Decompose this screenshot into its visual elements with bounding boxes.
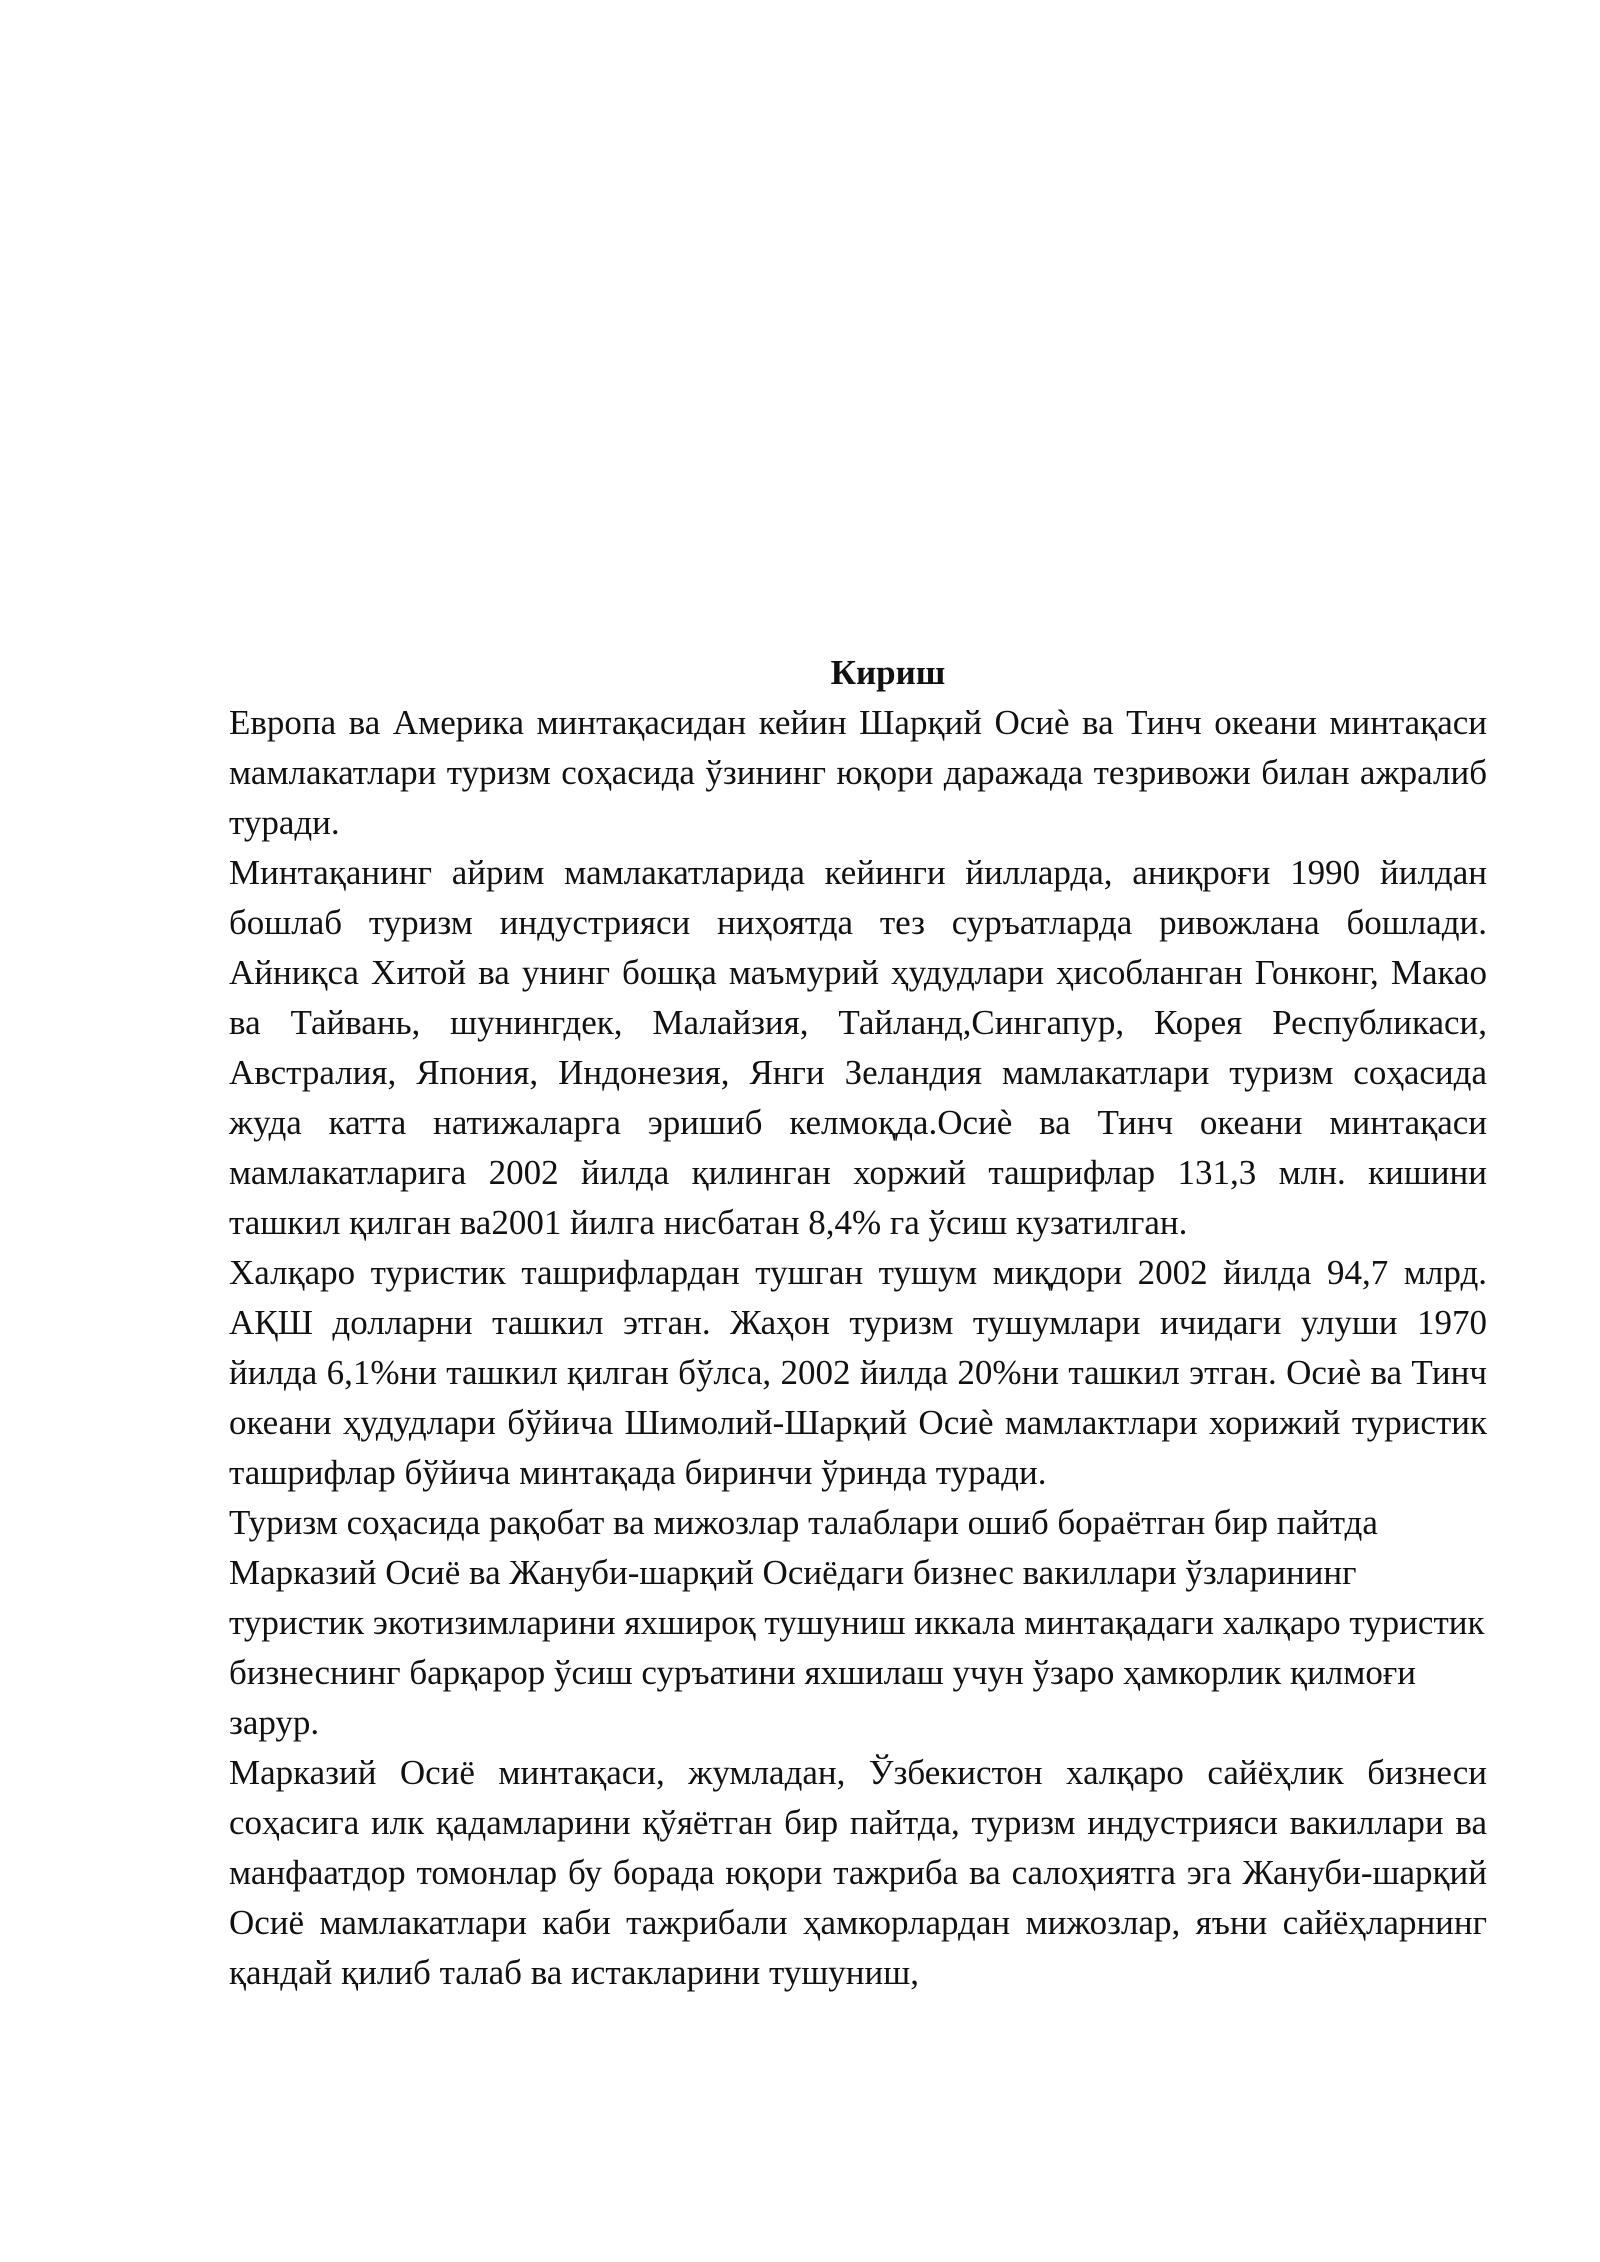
document-body (229, 648, 1487, 1998)
paragraph-1: Европа ва Америка минтақасидан кейин Шарқий Осиѐ ва Тинч океани минтақаси мамлакатлари туризм соҳасида ўзининг юқори даражада тезривожи билан ажралиб туради. (229, 703, 1487, 842)
paragraph-5: Марказий Осиё минтақаси, жумладан, Ўзбекистон халқаро сайёҳлик бизнеси соҳасига илк қадамларини қўяётган бир пайтда, туризм индустрияси вакиллари ва манфаатдор томонлар бу борада юқори тажриба ва салоҳиятга эга Жануби-шарқий Осиё мамлакатлари каби тажрибали ҳамкорлардан мижозлар, яъни сайёҳларнинг қандай қилиб талаб ва истакларини тушуниш, (229, 1753, 1487, 1992)
paragraph-4: Туризм соҳасида рақобат ва мижозлар талаблари ошиб бораётган бир пайтда Марказий Осиё ва Жануби-шарқий Осиёдаги бизнес вакиллари ўзларининг туристик экотизимларини яхшироқ тушуниш иккала минтақадаги халқаро туристик бизнеснинг барқарор ўсиш суръатини яхшилаш учун ўзаро ҳамкорлик қилмоғи зарур. (229, 1503, 1485, 1742)
paragraph-2: Минтақанинг айрим мамлакатларида кейинги йилларда, аниқроғи 1990 йилдан бошлаб туризм индустрияси ниҳоятда тез суръатларда ривожлана бошлади. Айниқса Хитой ва унинг бошқа маъмурий ҳудудлари ҳисобланган Гонконг, Макао ва Тайвань, шунингдек, Малайзия, Тайланд,Сингапур, Корея Республикаси, Австралия, Япония, Индонезия, Янги Зеландия мамлакатлари туризм соҳасида жуда катта натижаларга эришиб келмоқда.Осиѐ ва Тинч океани минтақаси мамлакатларига 2002 йилда қилинган хоржий ташрифлар 131,3 млн. кишини ташкил қилган ва2001 йилга нисбатан 8,4% га ўсиш кузатилган. (229, 853, 1487, 1242)
paragraph-3: Халқаро туристик ташрифлардан тушган тушум миқдори 2002 йилда 94,7 млрд. АҚШ долларни ташкил этган. Жаҳон туризм тушумлари ичидаги улуши 1970 йилда 6,1%ни ташкил қилган бўлса, 2002 йилда 20%ни ташкил этган. Осиѐ ва Тинч океани ҳудудлари бўйича Шимолий-Шарқий Осиѐ мамлактлари хорижий туристик ташрифлар бўйича минтақада биринчи ўринда туради. (229, 1253, 1487, 1492)
section-title: Кириш (830, 653, 946, 692)
